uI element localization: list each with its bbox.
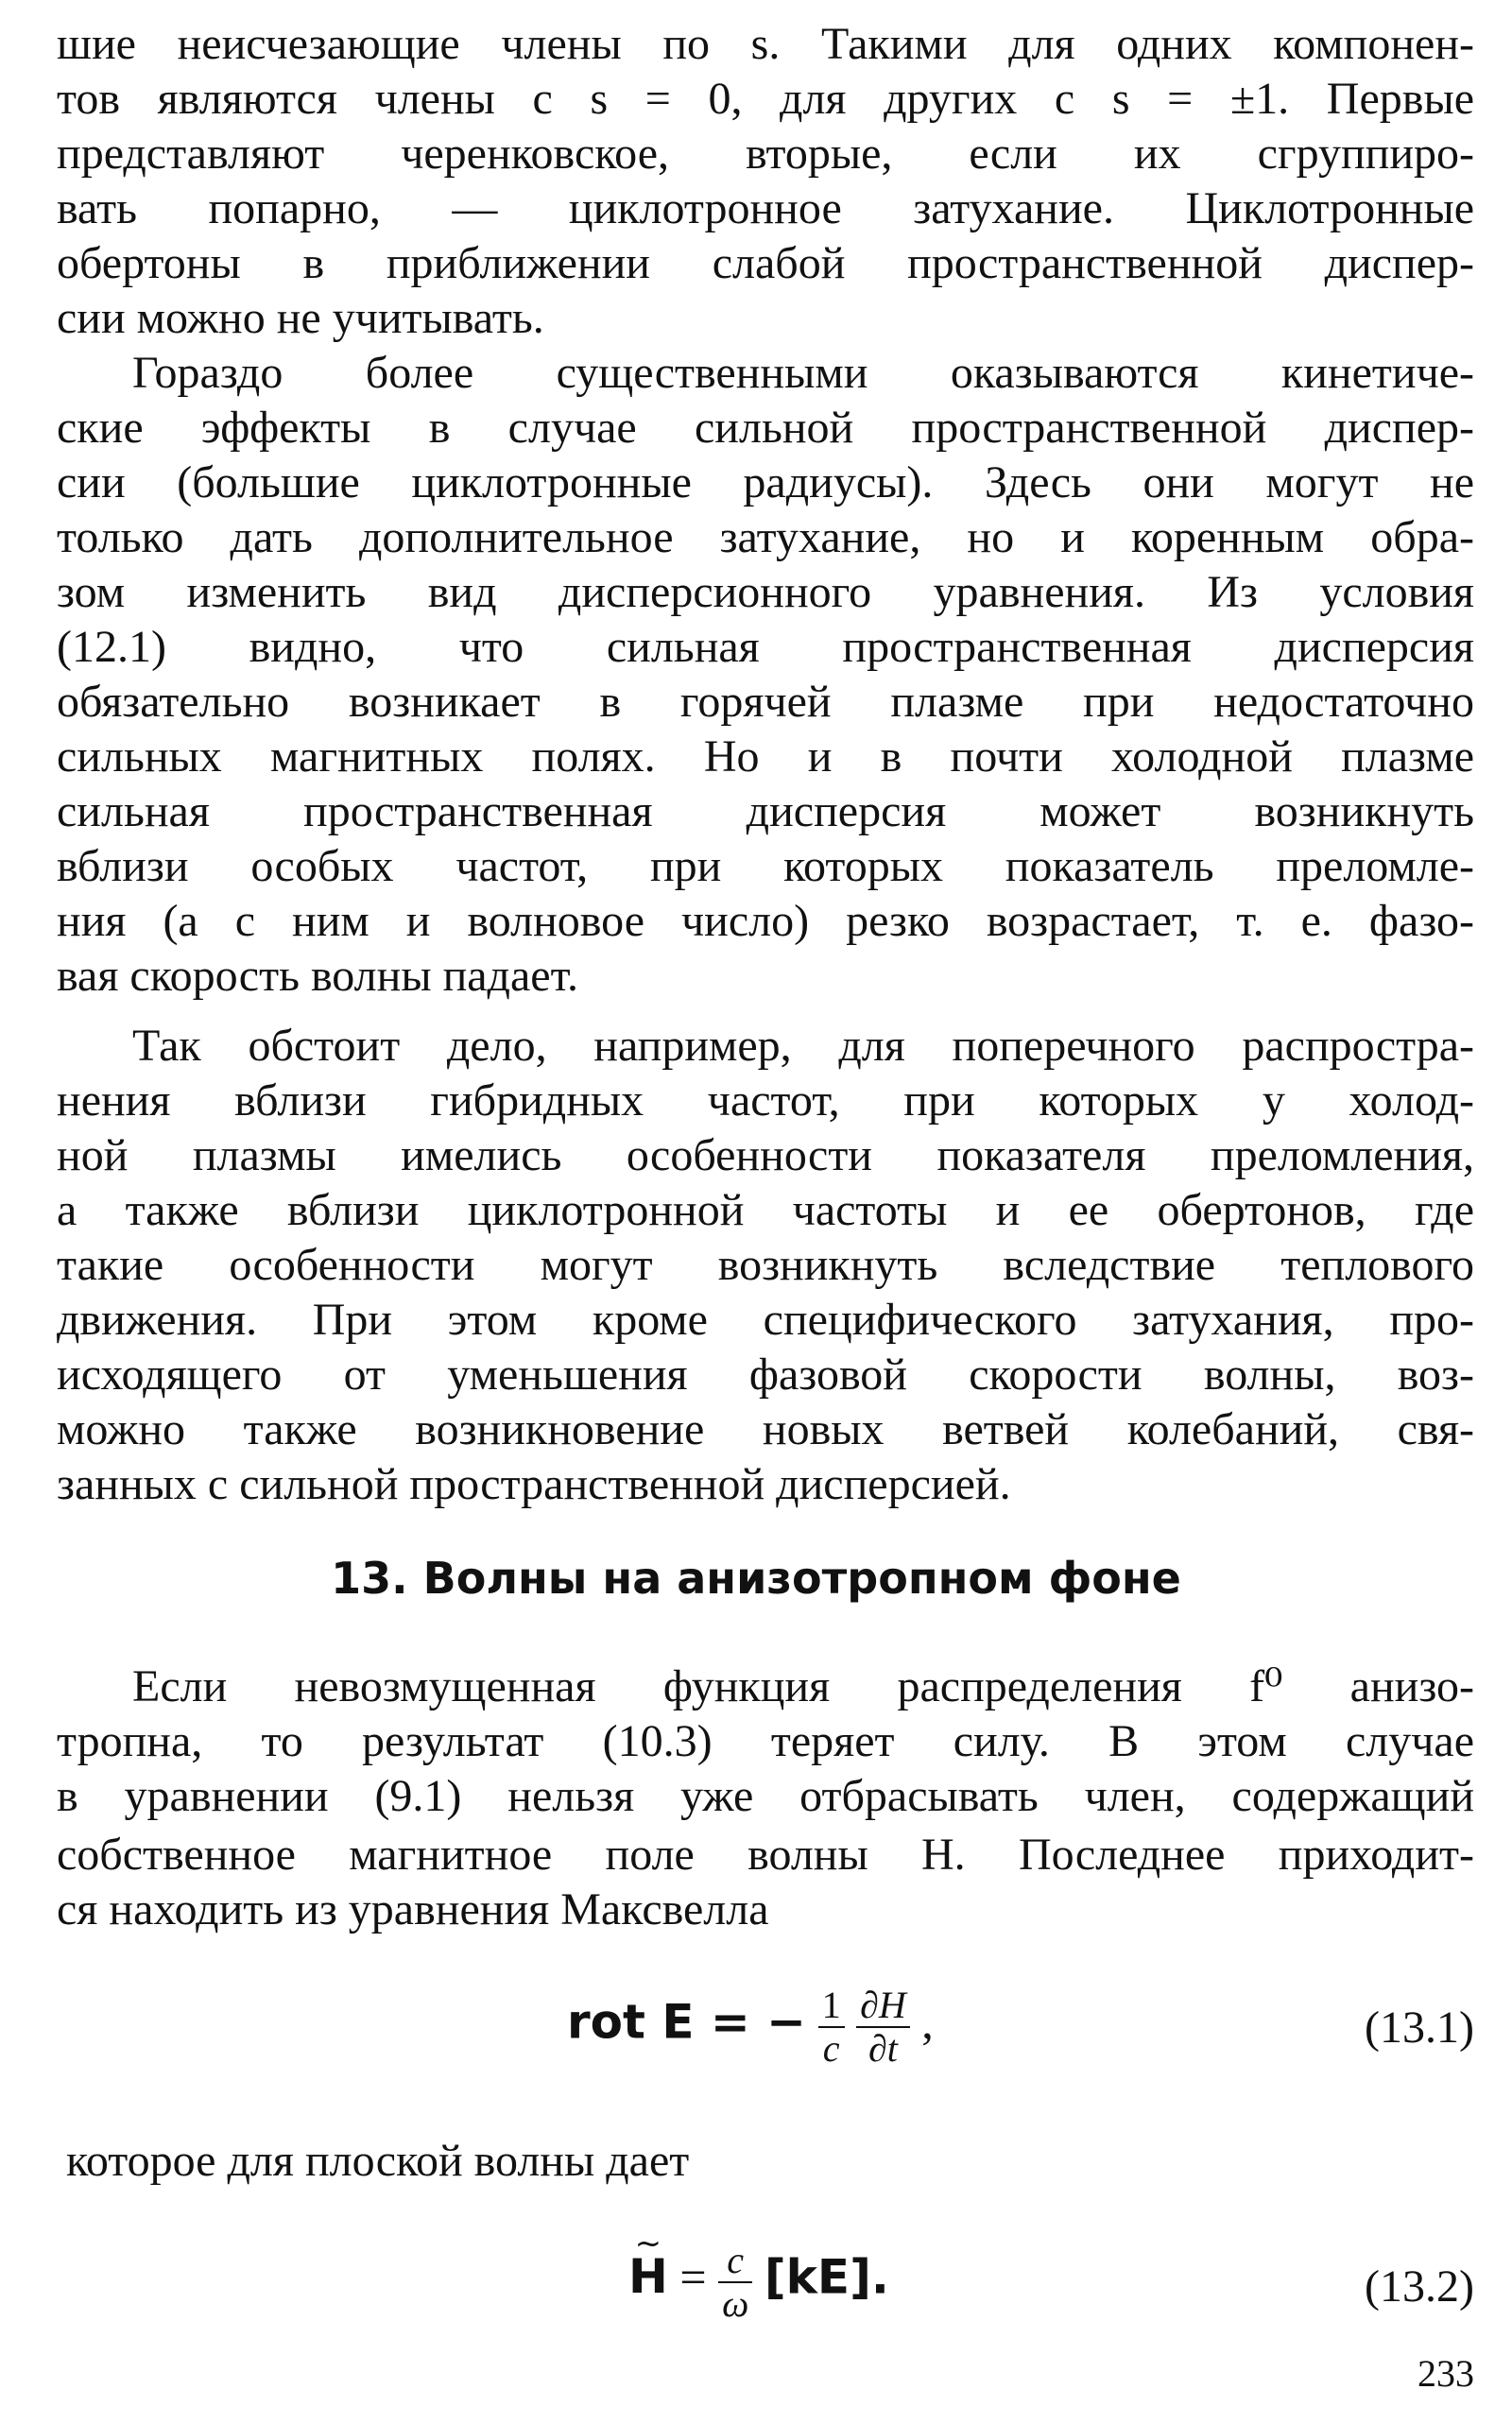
equals-sign: = — [679, 2250, 707, 2304]
derivative-numerator: ∂H — [856, 1985, 910, 2028]
text-line: такие особенности могут возникнуть вследствие теплового — [57, 1240, 1474, 1290]
page-number: 233 — [1418, 2352, 1474, 2395]
text-line: сильная пространственная дисперсия может возникнуть — [57, 786, 1474, 836]
text-line: нения вблизи гибридных частот, при которых у холод- — [57, 1075, 1474, 1126]
derivative-fraction — [856, 1985, 910, 2070]
text-line: только дать дополнительное затухание, но и коренным обра- — [57, 512, 1474, 562]
text-line: Если невозмущенная функция распределения f⁰ анизо- — [132, 1661, 1474, 1711]
text-line: вая скорость волны падает. — [57, 951, 578, 1001]
equation-13-2 — [628, 2240, 889, 2325]
text-line: можно также возникновение новых ветвей колебаний, свя- — [57, 1404, 1474, 1454]
text-line: зом изменить вид дисперсионного уравнения. Из условия — [57, 567, 1474, 617]
equation-lhs: rot E = − — [567, 1994, 807, 2050]
text-line: ной плазмы имелись особенности показателя преломления, — [57, 1130, 1474, 1180]
text-line: которое для плоской волны дает — [66, 2136, 690, 2186]
equation-number: (13.1) — [1365, 2003, 1474, 2053]
fraction-denominator: c — [822, 2027, 840, 2070]
fraction-numerator: 1 — [818, 1985, 845, 2028]
text-line: тов являются члены с s = 0, для других с s = ±1. Первые — [57, 74, 1474, 124]
text-line: в уравнении (9.1) нельзя уже отбрасывать член, содержащий — [57, 1771, 1474, 1821]
text-line: вать попарно, — циклотронное затухание. Циклотронные — [57, 183, 1474, 233]
text-line: Так обстоит дело, например, для поперечного распростра- — [132, 1021, 1474, 1071]
text-line: (12.1) видно, что сильная пространственная дисперсия — [57, 622, 1474, 672]
derivative-denominator: ∂t — [868, 2027, 898, 2070]
text-line: обертоны в приближении слабой пространственной диспер- — [57, 238, 1474, 288]
text-line: шие неисчезающие члены по s. Такими для одних компонен- — [57, 19, 1474, 69]
section-heading: 13. Волны на анизотропном фоне — [331, 1553, 1181, 1604]
text-line: обязательно возникает в горячей плазме при недостаточно — [57, 677, 1474, 727]
equation-comma: , — [921, 1995, 934, 2049]
equation-lhs: ~ H — [628, 2249, 668, 2304]
equation-rhs: [kE]. — [764, 2249, 889, 2305]
equation-13-1 — [567, 1985, 934, 2070]
equation-number: (13.2) — [1365, 2261, 1474, 2312]
text-line: сии (большие циклотронные радиусы). Здесь они могут не — [57, 457, 1474, 507]
text-line: ся находить из уравнения Максвелла — [57, 1884, 769, 1934]
text-line: представляют черенковское, вторые, если их сгруппиро- — [57, 129, 1474, 179]
text-line: собственное магнитное поле волны H. Последнее приходит- — [57, 1830, 1474, 1880]
fraction-denominator: ω — [722, 2282, 749, 2325]
text-line: ские эффекты в случае сильной пространственной диспер- — [57, 403, 1474, 453]
text-line: а также вблизи циклотронной частоты и ее обертонов, где — [57, 1185, 1474, 1235]
text-line: сильных магнитных полях. Но и в почти холодной плазме — [57, 731, 1474, 782]
fraction — [818, 1985, 845, 2070]
text-line: вблизи особых частот, при которых показатель преломле- — [57, 841, 1474, 891]
text-line: ния (а с ним и волновое число) резко возрастает, т. е. фазо- — [57, 896, 1474, 946]
fraction — [718, 2240, 752, 2325]
text-line: занных с сильной пространственной дисперсией. — [57, 1459, 1011, 1509]
text-line: тропна, то результат (10.3) теряет силу. В этом случае — [57, 1716, 1474, 1766]
text-line: движения. При этом кроме специфического затухания, про- — [57, 1295, 1474, 1345]
text-line: сии можно не учитывать. — [57, 293, 544, 343]
fraction-numerator: c — [718, 2240, 752, 2283]
text-line: исходящего от уменьшения фазовой скорости волны, воз- — [57, 1350, 1474, 1400]
text-line: Гораздо более существенными оказываются кинетиче- — [132, 348, 1474, 398]
